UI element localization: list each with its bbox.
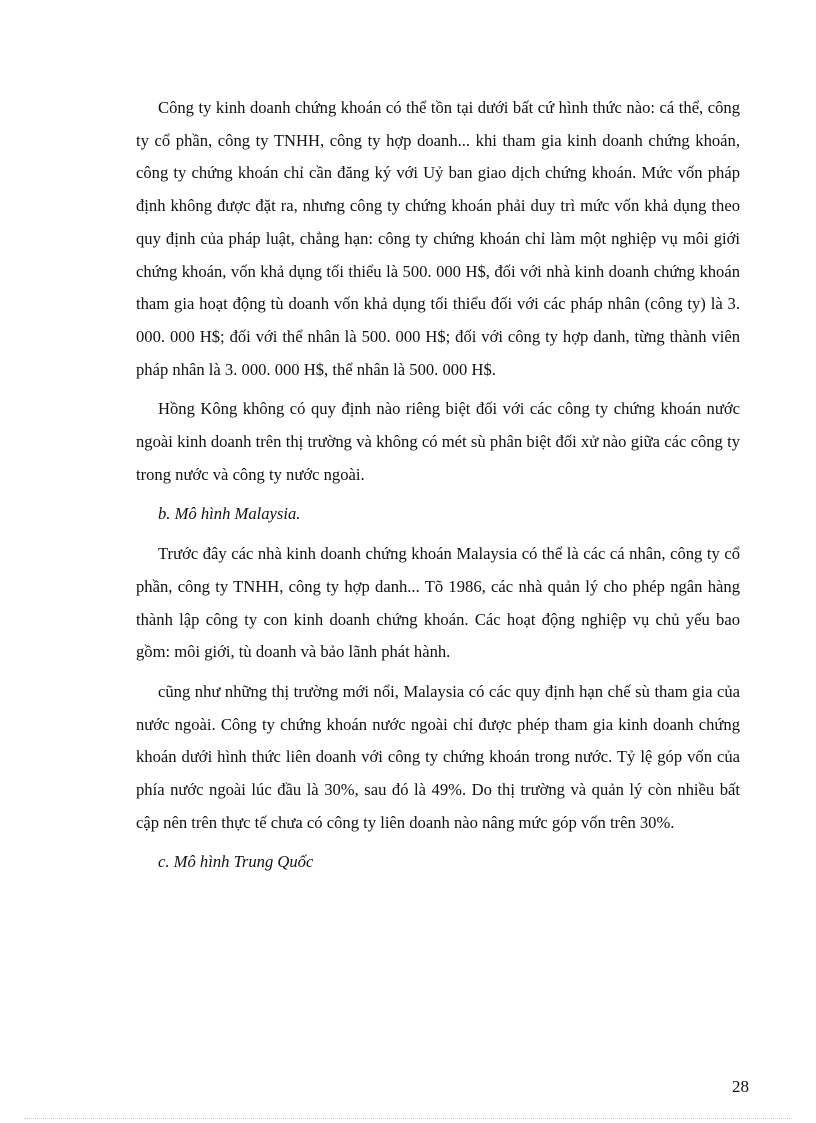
section-heading-malaysia: b. Mô hình Malaysia. bbox=[158, 504, 301, 524]
section-heading-china: c. Mô hình Trung Quốc bbox=[158, 852, 314, 872]
footer-divider bbox=[24, 1118, 792, 1119]
paragraph-malaysia-history: Trước đây các nhà kinh doanh chứng khoán Malaysia có thể là các cá nhân, công ty cổ phần, công ty TNHH, công ty hợp danh... Tõ 1986, các nhà quản lý cho phép ngân hàng thành lập công ty con kinh doanh chứng khoán. Các hoạt động nghiệp vụ chủ yếu bao gồm: môi giới, tù doanh và bảo lãnh phát hành. bbox=[136, 544, 740, 662]
paragraph-hong-kong-foreign: Hồng Kông không có quy định nào riêng biệt đối với các công ty chứng khoán nước ngoài kinh doanh trên thị trường và không có mét sù phân biệt đối xử nào giữa các công ty trong nước và công ty nước ngoài. bbox=[136, 399, 740, 484]
paragraph-malaysia-foreign: cũng như những thị trường mới nổi, Malaysia có các quy định hạn chế sù tham gia của nước ngoài. Công ty chứng khoán nước ngoài chỉ được phép tham gia kinh doanh chứng khoán dưới hình thức liên doanh với công ty chứng khoán trong nước. Tỷ lệ góp vốn của phía nước ngoài lúc đầu là 30%, sau đó là 49%. Do thị trường và quản lý còn nhiều bất cập nên trên thực tế chưa có công ty liên doanh nào nâng mức góp vốn trên 30%. bbox=[136, 681, 740, 832]
page-body bbox=[136, 92, 740, 879]
paragraph-hong-kong-capital: Công ty kinh doanh chứng khoán có thể tồn tại dưới bất cứ hình thức nào: cá thể, công ty cổ phần, công ty TNHH, công ty hợp doanh... khi tham gia kinh doanh chứng khoán, công ty chứng khoán chỉ cần đăng ký với Uỷ ban giao dịch chứng khoán. Mức vốn pháp định không được đặt ra, nhưng công ty chứng khoán phải duy trì mức vốn khả dụng theo quy định của pháp luật, chẳng hạn: công ty chứng khoán chỉ làm một nghiệp vụ môi giới chứng khoán, vốn khả dụng tối thiểu là 500. 000 H$, đối với nhà kinh doanh chứng khoán tham gia hoạt động tù doanh vốn khả dụng tối thiểu đối với các pháp nhân (công ty) là 3. 000. 000 H$; đối với thể nhân là 500. 000 H$; đối với công ty hợp danh, từng thành viên pháp nhân là 3. 000. 000 H$, thể nhân là 500. 000 H$. bbox=[136, 98, 740, 379]
page-number: 28 bbox=[732, 1077, 749, 1096]
